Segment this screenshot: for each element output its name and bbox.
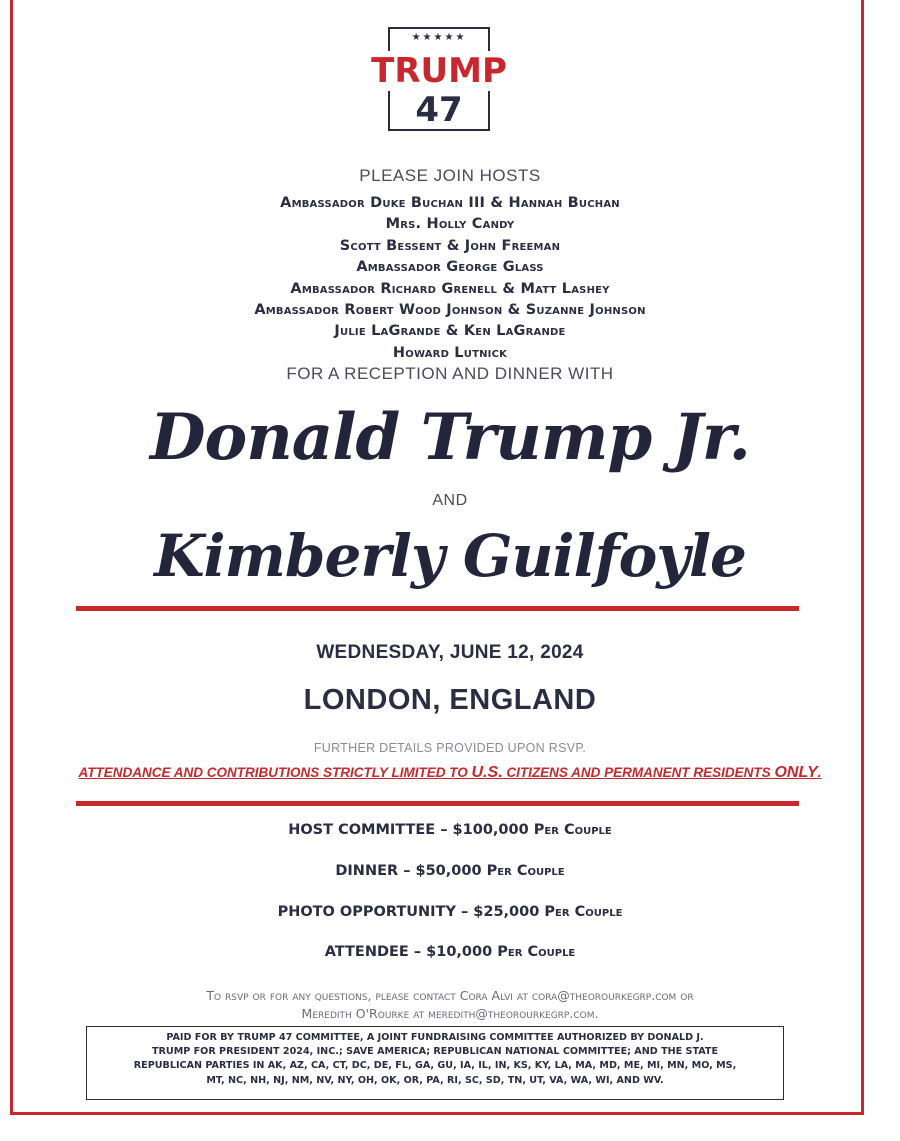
host-item: Julie LaGrande & Ken LaGrande bbox=[334, 323, 566, 340]
eligibility-notice bbox=[0, 764, 900, 782]
eligibility-only: ONLY bbox=[774, 764, 818, 781]
eligibility-part-2: CITIZENS AND PERMANENT RESIDENTS bbox=[502, 765, 775, 780]
tier-name: HOST COMMITTEE – $100,000 bbox=[288, 822, 529, 838]
tier-name: ATTENDEE – $10,000 bbox=[324, 944, 493, 960]
intro-line: PLEASE JOIN HOSTS bbox=[359, 166, 541, 185]
host-item: Mrs. Holly Candy bbox=[385, 216, 515, 233]
disclaimer-line-1: PAID FOR BY TRUMP 47 COMMITTEE, A JOINT FUNDRAISING COMMITTEE AUTHORIZED BY DONALD J. bbox=[166, 1032, 704, 1043]
tier-unit: Per Couple bbox=[497, 944, 576, 960]
eligibility-end: . bbox=[817, 765, 822, 780]
rsvp-line-2: Meredith O'Rourke at meredith@theorourkegrp.com. bbox=[301, 1006, 599, 1021]
disclaimer-line-2: TRUMP FOR PRESIDENT 2024, INC.; SAVE AMERICA; REPUBLICAN NATIONAL COMMITTEE; AND THE STATE bbox=[151, 1046, 719, 1058]
host-item: Ambassador Duke Buchan III & Hannah Buchan bbox=[280, 195, 620, 211]
reception-line: FOR A RECEPTION AND DINNER WITH bbox=[286, 364, 614, 383]
tier-unit: Per Couple bbox=[544, 904, 623, 920]
tier-attendee bbox=[0, 944, 900, 960]
host-item: Scott Bessent & John Freeman bbox=[339, 237, 561, 254]
host-item: Ambassador Robert Wood Johnson & Suzanne Johnson bbox=[254, 302, 646, 319]
logo-word: TRUMP bbox=[368, 51, 510, 91]
guest-name-1: Donald Trump Jr. bbox=[150, 400, 750, 475]
tier-name: PHOTO OPPORTUNITY – $25,000 bbox=[277, 904, 540, 920]
trump-47-logo bbox=[371, 27, 507, 131]
event-city: LONDON, ENGLAND bbox=[303, 684, 597, 716]
tier-dinner bbox=[0, 863, 900, 879]
host-item: Ambassador Richard Grenell & Matt Lashey bbox=[290, 280, 610, 297]
tier-host-committee bbox=[0, 822, 900, 838]
tier-unit: Per Couple bbox=[533, 822, 612, 838]
paid-for-disclaimer bbox=[86, 1026, 784, 1100]
hosts-list bbox=[0, 193, 900, 364]
guest-name-2: Kimberly Guilfoyle bbox=[154, 522, 746, 590]
host-item: Howard Lutnick bbox=[392, 344, 508, 361]
host-item: Ambassador George Glass bbox=[356, 259, 544, 276]
eligibility-us: U.S. bbox=[471, 764, 503, 781]
logo-number: 47 bbox=[415, 90, 463, 130]
event-date: WEDNESDAY, JUNE 12, 2024 bbox=[316, 642, 584, 663]
rsvp-line-1: To rsvp or for any questions, please contact Cora Alvi at cora@theorourkegrp.com or bbox=[206, 988, 694, 1003]
eligibility-part-1: ATTENDANCE AND CONTRIBUTIONS STRICTLY LIMITED TO bbox=[78, 765, 472, 780]
tier-photo-opportunity bbox=[0, 904, 900, 920]
divider-red bbox=[76, 606, 799, 611]
disclaimer-line-4: MT, NC, NH, NJ, NM, NV, NY, OH, OK, OR, PA, RI, SC, SD, TN, UT, VA, WA, WI, AND WV. bbox=[206, 1074, 664, 1086]
tier-name: DINNER – $50,000 bbox=[335, 863, 482, 879]
disclaimer-line-3: REPUBLICAN PARTIES IN AK, AZ, CA, CT, DC, DE, FL, GA, GU, IA, IL, IN, KS, KY, LA, MA, MD, ME, MI, MN, MO, MS, bbox=[133, 1060, 737, 1072]
logo-stars: ★★★★★ bbox=[411, 32, 467, 43]
rsvp-contact bbox=[0, 987, 900, 1023]
tier-unit: Per Couple bbox=[486, 863, 565, 879]
divider-red bbox=[76, 801, 799, 806]
and-text: AND bbox=[432, 492, 468, 509]
details-note: FURTHER DETAILS PROVIDED UPON RSVP. bbox=[313, 741, 587, 755]
